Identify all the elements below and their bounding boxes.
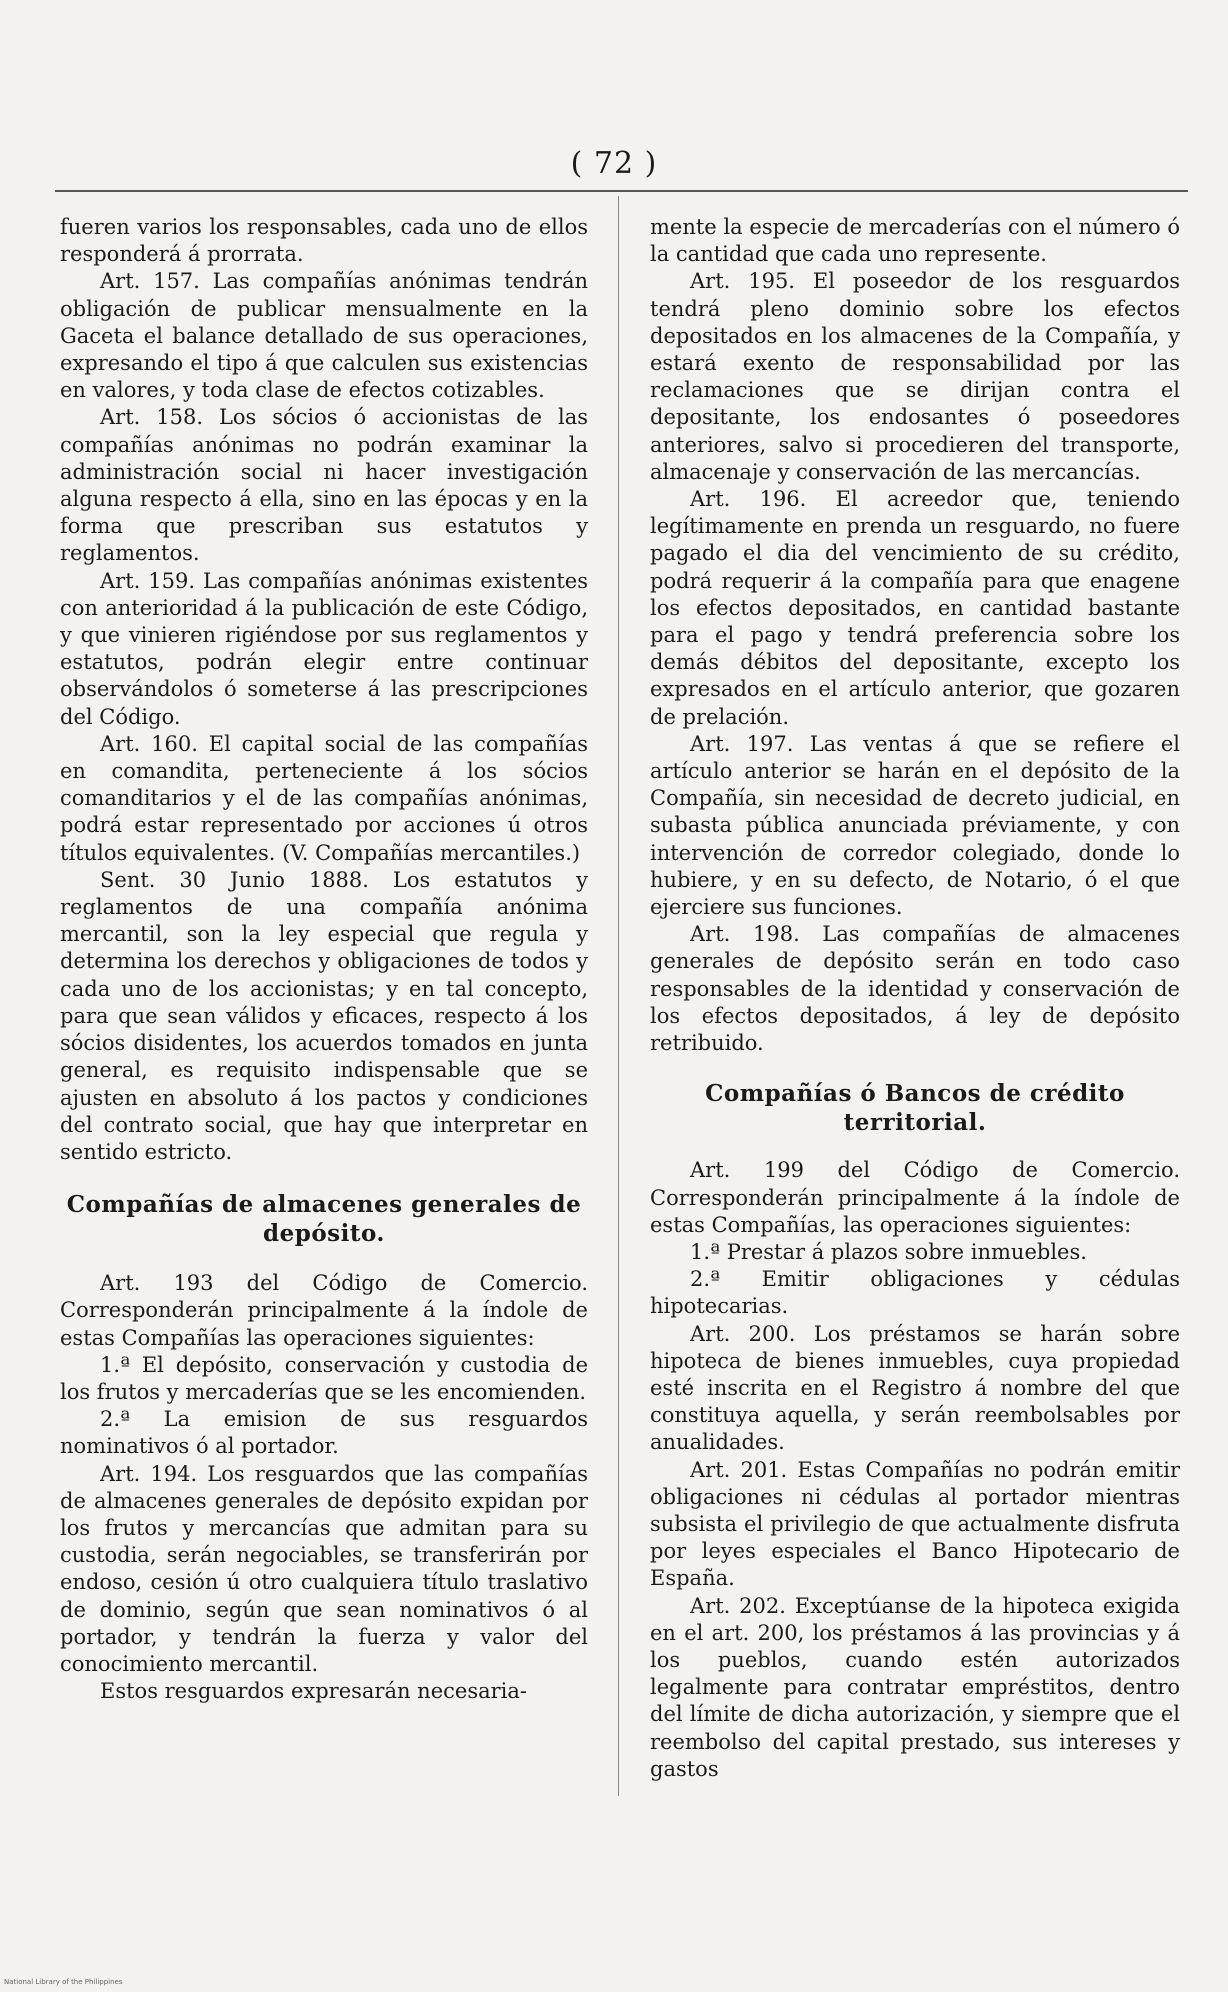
header-rule — [55, 190, 1188, 192]
paragraph: Art. 196. El acreedor que, teniendo legítimamente en prenda un resguardo, no fuere pagado el dia del vencimiento de su crédito, podrá requerir á la compañía para que enagene los efectos depositados, en cantidad bastante para el pago y tendrá preferencia sobre los demás débitos del depositante, excepto los expresados en el artículo anterior, que gozaren de prelación. — [650, 487, 1180, 729]
section-heading: Compañías de almacenes generales de depósito. — [66, 1191, 582, 1248]
paragraph: Art. 195. El poseedor de los resguardos tendrá pleno dominio sobre los efectos depositados en los almacenes de la Compañía, y estará exento de responsabilidad por las reclamaciones que se dirijan contra el depositante, los endosantes ó poseedores anteriores, salvo si procedieren del transporte, almacenaje y conservación de las mercancías. — [650, 269, 1180, 484]
paragraph: Art. 194. Los resguardos que las compañías de almacenes generales de depósito expidan por los frutos y mercancías que admitan para su custodia, serán negociables, se transferirán por endoso, cesión ú otro cualquiera título traslativo de dominio, según que sean nominativos ó al portador, y tendrán la fuerza y valor del conocimiento mercantil. — [60, 1461, 588, 1676]
paragraph: Art. 199 del Código de Comercio. Corresponderán principalmente á la índole de estas Compañías, las operaciones siguientes: — [650, 1158, 1180, 1237]
paragraph: mente la especie de mercaderías con el número ó la cantidad que cada uno represente. — [650, 215, 1180, 267]
footer-credit: National Library of the Philippines — [4, 1978, 123, 1986]
paragraph: Art. 201. Estas Compañías no podrán emitir obligaciones ni cédulas al portador mientras subsista el privilegio de que actualmente disfruta por leyes especiales el Banco Hipotecario de España. — [650, 1457, 1180, 1591]
paragraph: Art. 157. Las compañías anónimas tendrán obligación de publicar mensualmente en la Gaceta el balance detallado de sus operaciones, expresando el tipo á que calculen sus existencias en valores, y toda clase de efectos cotizables. — [60, 269, 588, 403]
paragraph: fueren varios los responsables, cada uno de ellos responderá á prorrata. — [60, 215, 588, 267]
section-heading: Compañías ó Bancos de crédito territorial. — [705, 1080, 1125, 1137]
paragraph: Art. 198. Las compañías de almacenes generales de depósito serán en todo caso responsables de la identidad y conservación de los efectos depositados, á ley de depósito retribuido. — [650, 922, 1180, 1056]
right-column — [650, 214, 1180, 1783]
paragraph: 1.ª El depósito, conservación y custodia de los frutos y mercaderías que se les encomienden. — [60, 1352, 588, 1404]
paragraph: Art. 197. Las ventas á que se refiere el artículo anterior se harán en el depósito de la Compañía, sin necesidad de decreto judicial, en subasta pública anunciada préviamente, y con intervención de corredor colegiado, donde lo hubiere, y en su defecto, de Notario, ó el que ejerciere sus funciones. — [650, 731, 1180, 920]
paragraph: Sent. 30 Junio 1888. Los estatutos y reglamentos de una compañía anónima mercantil, son la ley especial que regula y determina los derechos y obligaciones de todos y cada uno de los accionistas; y en tal concepto, para que sean válidos y eficaces, respecto á los sócios disidentes, los acuerdos tomados en junta general, es requisito indispensable que se ajusten en absoluto á los pactos y condiciones del contrato social, que hay que interpretar en sentido estricto. — [60, 867, 588, 1164]
paragraph: Art. 200. Los préstamos se harán sobre hipoteca de bienes inmuebles, cuya propiedad esté inscrita en el Registro á nombre del que constituya aquella, y serán reembolsables por anualidades. — [650, 1321, 1180, 1455]
column-divider — [618, 196, 619, 1796]
paragraph: Art. 159. Las compañías anónimas existentes con anterioridad á la publicación de este Código, y que vinieren rigiéndose por sus reglamentos y estatutos, podrán elegir entre continuar observándolos ó someterse á las prescripciones del Código. — [60, 568, 588, 729]
paragraph: 2.ª La emision de sus resguardos nominativos ó al portador. — [60, 1407, 588, 1459]
paragraph: Estos resguardos expresarán necesaria- — [100, 1679, 527, 1704]
paragraph: Art. 158. Los sócios ó accionistas de las compañías anónimas no podrán examinar la administración social ni hacer investigación alguna respecto á ella, sino en las épocas y en la forma que prescriban sus estatutos y reglamentos. — [60, 405, 588, 566]
left-column — [60, 214, 588, 1705]
paragraph: 2.ª Emitir obligaciones y cédulas hipotecarias. — [650, 1267, 1180, 1319]
paragraph: Art. 202. Exceptúanse de la hipoteca exigida en el art. 200, los préstamos á las provincias y á los pueblos, cuando estén autorizados legalmente para contratar empréstitos, dentro del límite de dicha autorización, y siempre que el reembolso del capital prestado, sus intereses y gastos — [650, 1593, 1180, 1781]
page-number: ( 72 ) — [570, 146, 658, 181]
paragraph: Art. 193 del Código de Comercio. Corresponderán principalmente á la índole de estas Compañías las operaciones siguientes: — [60, 1271, 588, 1350]
paragraph: 1.ª Prestar á plazos sobre inmuebles. — [690, 1239, 1087, 1264]
paragraph: Art. 160. El capital social de las compañías en comandita, perteneciente á los sócios comanditarios y el de las compañías anónimas, podrá estar representado por acciones ú otros títulos equivalentes. (V. Compañías mercantiles.) — [60, 731, 588, 865]
